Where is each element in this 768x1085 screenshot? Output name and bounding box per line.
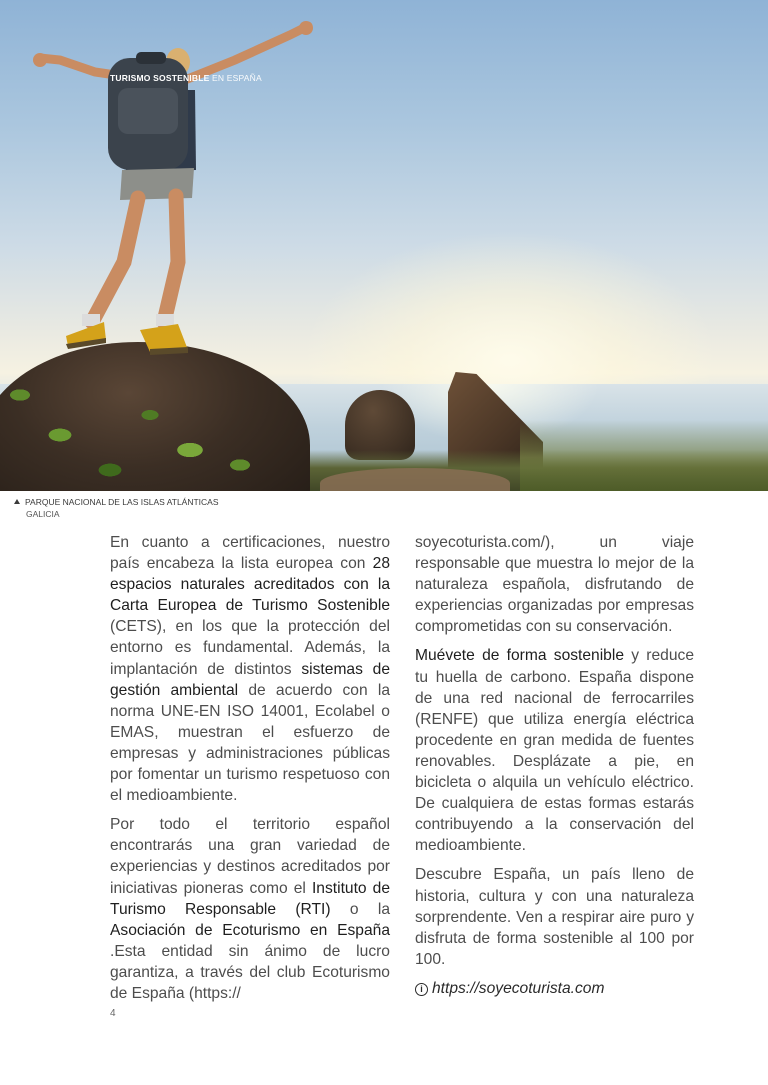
text-span: .Esta entidad sin ánimo de lucro garantiza, a través del club Ecoturismo de España (https://	[110, 942, 390, 1002]
text-column-right	[415, 532, 694, 1007]
caption-title: PARQUE NACIONAL DE LAS ISLAS ATLÁNTICAS	[25, 497, 219, 507]
highlight-cets: 28 espacios naturales acreditados con la Carta Europea de Turismo Sostenible	[110, 555, 390, 615]
section-header-bold: TURISMO SOSTENIBLE	[110, 73, 210, 83]
caption-subtitle: GALICIA	[26, 509, 60, 519]
hiker-on-rock-icon	[0, 0, 330, 360]
paragraph: soyecoturista.com/), un viaje responsable que muestra lo mejor de la naturaleza española, disfrutando de experiencias organizadas por empresas comprometidas con su conservación.	[415, 534, 694, 636]
section-header	[110, 73, 262, 83]
text-column-left	[110, 532, 390, 1012]
paragraph	[110, 532, 390, 806]
highlight-gestion-ambiental: sistemas de gestión ambiental	[110, 660, 390, 699]
highlight-muevete: Muévete de forma sostenible	[415, 647, 624, 665]
photo-caption	[14, 496, 219, 520]
grass-left	[0, 355, 290, 491]
grass-right	[520, 420, 768, 491]
text-span: o la	[330, 900, 390, 918]
text-span: de acuerdo con la norma UNE-EN ISO 14001, Ecolabel o EMAS, muestran el esfuerzo de empresas y administraciones públicas por fomentar un turismo respetuoso con el medioambiente.	[110, 681, 390, 805]
page-number: 4	[110, 1008, 116, 1019]
text-span: (CETS), en los que la protección del entorno es fundamental. Además, la implantación de distintos	[110, 618, 390, 678]
caption-triangle-icon	[14, 499, 20, 504]
dirt-path	[320, 468, 510, 491]
highlight-ecoturismo: Asociación de Ecoturismo en España	[110, 921, 390, 939]
paragraph	[415, 645, 694, 856]
text-span: En cuanto a certificaciones, nuestro país encabeza la lista europea con	[110, 534, 390, 573]
hero-photo	[0, 0, 768, 491]
website-link-line	[415, 978, 694, 999]
website-link[interactable]: https://soyecoturista.com	[432, 979, 605, 997]
section-header-light: EN ESPAÑA	[209, 73, 262, 83]
info-icon: i	[415, 983, 428, 996]
text-span: Por todo el territorio español encontrarás una gran variedad de experiencias y destinos acreditados por iniciativas pioneras como el	[110, 816, 390, 897]
paragraph	[110, 814, 390, 1004]
highlight-rti: Instituto de Turismo Responsable (RTI)	[110, 879, 390, 918]
text-span: y reduce tu huella de carbono. España dispone de una red nacional de ferrocarriles (RENFE) que utiliza energía eléctrica procedente en gran medida de fuentes renovables. Desplázate a pie, en bicicleta o alquila un vehículo eléctrico. De cualquiera de estas formas estarás contribuyendo a la conservación del medioambiente.	[415, 647, 694, 855]
paragraph: Descubre España, un país lleno de historia, cultura y con una naturaleza sorprendente. Ven a respirar aire puro y disfruta de forma sostenible al 100 por 100.	[415, 866, 694, 968]
